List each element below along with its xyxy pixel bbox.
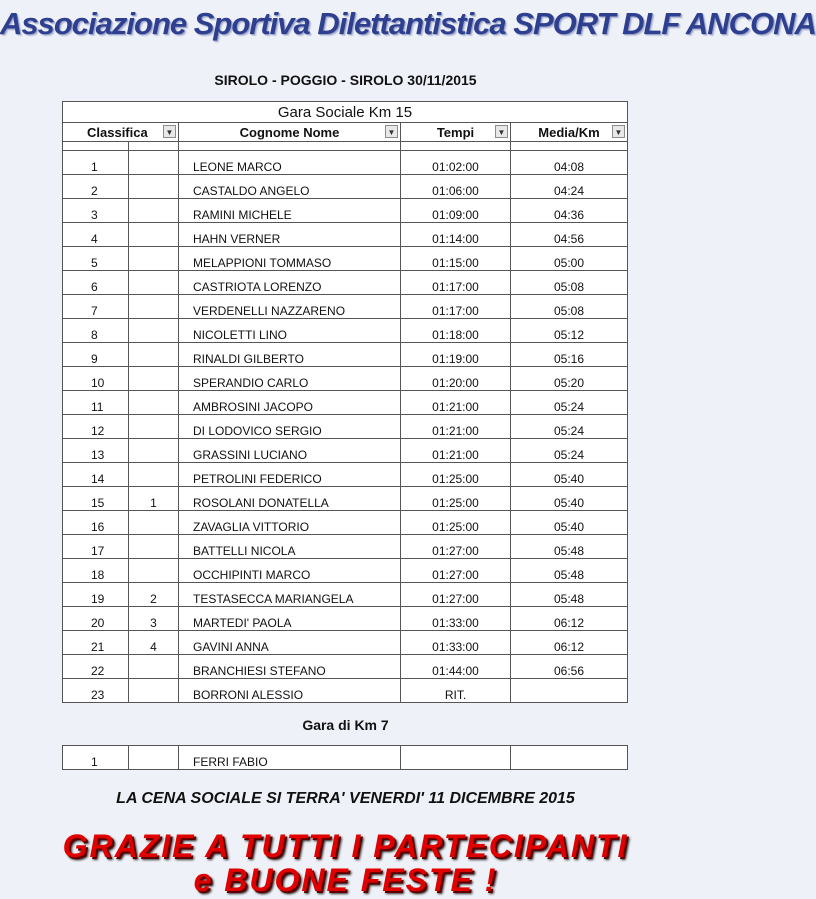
position-cell: 21 [63,631,129,655]
table-row [63,415,628,439]
pace-cell: 05:40 [511,487,628,511]
position-cell: 1 [63,746,129,770]
category-rank-cell [129,535,179,559]
table-row [63,247,628,271]
spacer-cell [179,142,401,151]
table-row [63,631,628,655]
athlete-name-cell: MELAPPIONI TOMMASO [179,247,401,271]
pace-cell: 05:24 [511,439,628,463]
pace-cell: 05:08 [511,295,628,319]
athlete-name-cell: ZAVAGLIA VITTORIO [179,511,401,535]
pace-cell: 04:36 [511,199,628,223]
position-cell: 18 [63,559,129,583]
pace-cell: 05:48 [511,559,628,583]
table-row [63,439,628,463]
athlete-name-cell: ROSOLANI DONATELLA [179,487,401,511]
athlete-name-cell: RAMINI MICHELE [179,199,401,223]
time-cell: 01:25:00 [401,463,511,487]
time-cell: 01:18:00 [401,319,511,343]
category-rank-cell [129,223,179,247]
category-rank-cell: 3 [129,607,179,631]
position-cell: 13 [63,439,129,463]
pace-cell: 05:40 [511,463,628,487]
column-header-label: Media/Km [538,124,600,140]
position-cell: 11 [63,391,129,415]
dropdown-arrow-icon[interactable]: ▼ [612,125,625,138]
time-cell: 01:33:00 [401,607,511,631]
time-cell: 01:20:00 [401,367,511,391]
position-cell: 14 [63,463,129,487]
table-row [63,343,628,367]
athlete-name-cell: TESTASECCA MARIANGELA [179,583,401,607]
association-title: Associazione Sportiva Dilettantistica SPORT DLF ANCONA [0,6,816,41]
pace-cell: 04:08 [511,151,628,175]
position-cell: 6 [63,271,129,295]
results-body [63,151,628,703]
category-rank-cell [129,367,179,391]
pace-cell: 05:24 [511,391,628,415]
category-rank-cell: 4 [129,631,179,655]
time-cell: 01:06:00 [401,175,511,199]
table-row [63,607,628,631]
time-cell: 01:27:00 [401,559,511,583]
column-header-label: Tempi [436,124,475,140]
athlete-name-cell: BATTELLI NICOLA [179,535,401,559]
athlete-name-cell: MARTEDI' PAOLA [179,607,401,631]
pace-cell: 05:48 [511,535,628,559]
time-cell [401,746,511,770]
time-cell: RIT. [401,679,511,703]
category-rank-cell [129,511,179,535]
time-cell: 01:27:00 [401,535,511,559]
position-cell: 19 [63,583,129,607]
position-cell: 15 [63,487,129,511]
table-row [63,746,628,770]
position-cell: 7 [63,295,129,319]
position-cell: 4 [63,223,129,247]
thanks-line-2: e BUONE FESTE ! [193,862,498,898]
time-cell: 01:21:00 [401,415,511,439]
athlete-name-cell: FERRI FABIO [179,746,401,770]
table-caption: Gara Sociale Km 15 [63,102,628,123]
category-rank-cell: 2 [129,583,179,607]
category-rank-cell [129,271,179,295]
athlete-name-cell: CASTRIOTA LORENZO [179,271,401,295]
results-table-km7 [62,745,628,770]
position-cell: 16 [63,511,129,535]
dinner-announcement: LA CENA SOCIALE SI TERRA' VENERDI' 11 DICEMBRE 2015 [116,790,575,807]
time-cell: 01:25:00 [401,487,511,511]
table-row [63,271,628,295]
table-caption-row [63,102,628,123]
category-rank-cell: 1 [129,487,179,511]
table-row [63,295,628,319]
results-table-km15 [62,101,628,703]
pace-cell: 04:24 [511,175,628,199]
athlete-name-cell: BRANCHIESI STEFANO [179,655,401,679]
position-cell: 20 [63,607,129,631]
dropdown-arrow-icon[interactable]: ▼ [163,125,176,138]
athlete-name-cell: DI LODOVICO SERGIO [179,415,401,439]
spacer-cell [401,142,511,151]
athlete-name-cell: BORRONI ALESSIO [179,679,401,703]
table-row [63,175,628,199]
time-cell: 01:21:00 [401,439,511,463]
position-cell: 23 [63,679,129,703]
results-body [63,746,628,770]
athlete-name-cell: LEONE MARCO [179,151,401,175]
category-rank-cell [129,151,179,175]
table-row [63,655,628,679]
time-cell: 01:27:00 [401,583,511,607]
athlete-name-cell: NICOLETTI LINO [179,319,401,343]
pace-cell: 04:56 [511,223,628,247]
athlete-name-cell: CASTALDO ANGELO [179,175,401,199]
athlete-name-cell: RINALDI GILBERTO [179,343,401,367]
time-cell: 01:25:00 [401,511,511,535]
athlete-name-cell: GAVINI ANNA [179,631,401,655]
table-row [63,367,628,391]
table-row [63,391,628,415]
category-rank-cell [129,559,179,583]
section-title-km7: Gara di Km 7 [302,717,389,733]
position-cell: 3 [63,199,129,223]
athlete-name-cell: GRASSINI LUCIANO [179,439,401,463]
athlete-name-cell: HAHN VERNER [179,223,401,247]
category-rank-cell [129,463,179,487]
table-row [63,511,628,535]
spacer-cell [63,142,129,151]
time-cell: 01:19:00 [401,343,511,367]
time-cell: 01:21:00 [401,391,511,415]
category-rank-cell [129,746,179,770]
category-rank-cell [129,679,179,703]
column-header-label: Cognome Nome [239,124,340,140]
time-cell: 01:02:00 [401,151,511,175]
pace-cell: 05:40 [511,511,628,535]
pace-cell: 06:12 [511,631,628,655]
pace-cell [511,679,628,703]
pace-cell: 05:24 [511,415,628,439]
athlete-name-cell: AMBROSINI JACOPO [179,391,401,415]
table-row [63,679,628,703]
pace-cell: 05:20 [511,367,628,391]
pace-cell: 05:08 [511,271,628,295]
spacer-cell [129,142,179,151]
pace-cell: 05:16 [511,343,628,367]
column-header-media-km [511,123,628,142]
time-cell: 01:09:00 [401,199,511,223]
category-rank-cell [129,655,179,679]
column-header-cognome-nome [179,123,401,142]
category-rank-cell [129,415,179,439]
table-header-row [63,123,628,142]
position-cell: 22 [63,655,129,679]
position-cell: 1 [63,151,129,175]
table-row [63,535,628,559]
column-header-classifica [63,123,179,142]
athlete-name-cell: PETROLINI FEDERICO [179,463,401,487]
pace-cell: 06:12 [511,607,628,631]
position-cell: 5 [63,247,129,271]
pace-cell: 06:56 [511,655,628,679]
pace-cell [511,746,628,770]
category-rank-cell [129,343,179,367]
category-rank-cell [129,175,179,199]
spacer-cell [511,142,628,151]
table-row [63,223,628,247]
table-row [63,463,628,487]
time-cell: 01:17:00 [401,295,511,319]
column-header-tempi [401,123,511,142]
race-title: SIROLO - POGGIO - SIROLO 30/11/2015 [214,72,477,88]
column-header-label: Classifica [87,124,148,140]
table-row [63,583,628,607]
table-row [63,319,628,343]
athlete-name-cell: SPERANDIO CARLO [179,367,401,391]
pace-cell: 05:00 [511,247,628,271]
time-cell: 01:17:00 [401,271,511,295]
table-spacer-row [63,142,628,151]
category-rank-cell [129,439,179,463]
position-cell: 17 [63,535,129,559]
category-rank-cell [129,247,179,271]
category-rank-cell [129,199,179,223]
table-row [63,151,628,175]
table-row [63,199,628,223]
thanks-line-1: GRAZIE A TUTTI I PARTECIPANTI [62,828,629,864]
category-rank-cell [129,391,179,415]
category-rank-cell [129,319,179,343]
table-row [63,559,628,583]
pace-cell: 05:48 [511,583,628,607]
table-row [63,487,628,511]
athlete-name-cell: OCCHIPINTI MARCO [179,559,401,583]
time-cell: 01:15:00 [401,247,511,271]
dropdown-arrow-icon[interactable]: ▼ [495,125,508,138]
category-rank-cell [129,295,179,319]
position-cell: 10 [63,367,129,391]
time-cell: 01:44:00 [401,655,511,679]
athlete-name-cell: VERDENELLI NAZZARENO [179,295,401,319]
position-cell: 12 [63,415,129,439]
position-cell: 8 [63,319,129,343]
time-cell: 01:33:00 [401,631,511,655]
time-cell: 01:14:00 [401,223,511,247]
pace-cell: 05:12 [511,319,628,343]
position-cell: 9 [63,343,129,367]
dropdown-arrow-icon[interactable]: ▼ [385,125,398,138]
position-cell: 2 [63,175,129,199]
